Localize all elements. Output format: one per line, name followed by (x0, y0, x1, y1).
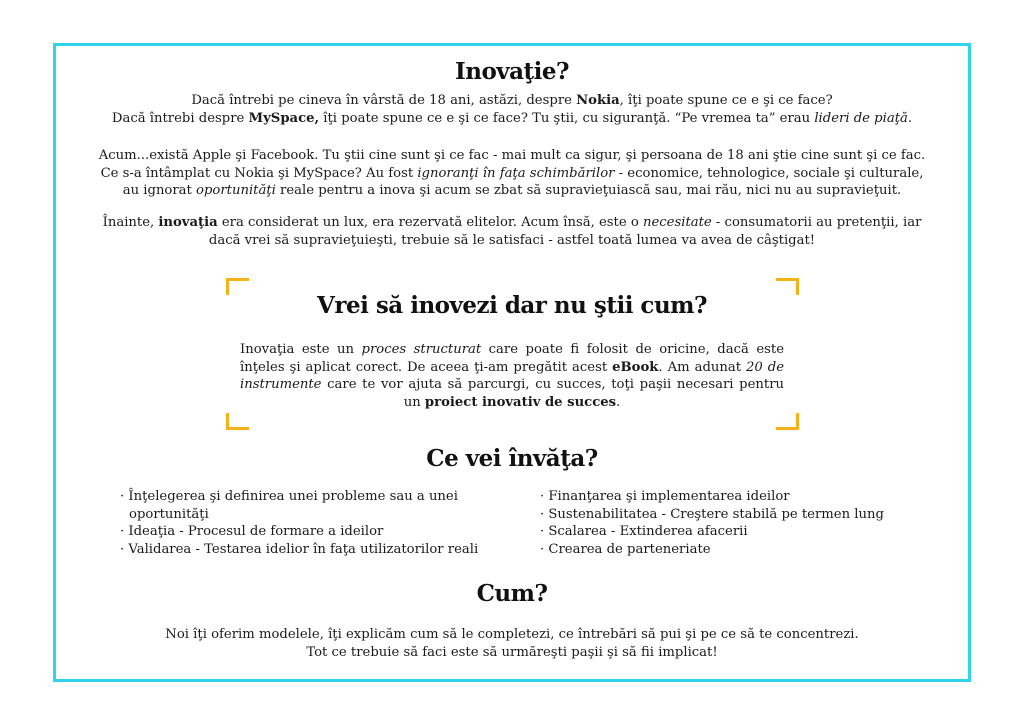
paragraph-line: Acum...există Apple şi Facebook. Tu ştii cine sunt şi ce fac - mai mult ca sigur, şi persoana de 18 ani ştie cine sunt şi ce fac. (98, 148, 926, 163)
text: . (616, 394, 621, 410)
paragraph-line (0, 182, 1024, 200)
text: - consumatorii au pretenţii, iar (711, 215, 922, 230)
list-item: · Finanţarea şi implementarea ideilor (540, 488, 940, 506)
text: îţi poate spune ce e şi ce face? Tu ştii, cu siguranţă. “Pe vremea ta” erau (319, 110, 815, 126)
text: care te vor ajuta să parcurgi, cu succes, toţi paşii necesari pentru un (321, 377, 784, 410)
text: Dacă întrebi pe cineva în vârstă de 18 ani, astăzi, despre (191, 93, 577, 108)
bold-text-innovation: inovaţia (158, 215, 218, 230)
section-title-what-you-learn: Ce vei învăţa? (426, 445, 598, 472)
paragraph-line (0, 214, 1024, 232)
paragraph-innovation-necessity (0, 214, 1024, 249)
bold-text-successful-project: proiect inovativ de succes (424, 394, 617, 410)
text: Ce s-a întâmplat cu Nokia şi MySpace? Au fost (100, 165, 418, 181)
text: Înainte, (102, 215, 159, 230)
paragraph-text (240, 341, 784, 411)
list-item: · Ideaţia - Procesul de formare a ideilor (120, 523, 530, 541)
paragraph-line: Noi îţi oferim modelele, îţi explicăm cum să le completezi, ce întrebări să pui şi pe ce să te concentrezi. (165, 627, 859, 642)
section-how-heading-block (0, 292, 1024, 319)
section-learn-heading-block (0, 445, 1024, 472)
text: era considerat un lux, era rezervată elitelor. Acum însă, este o (217, 215, 643, 230)
italic-text-structured-process: proces structurat (361, 342, 482, 357)
paragraph-line (0, 92, 1024, 110)
bold-text-nokia: Nokia (576, 93, 620, 108)
corner-bracket-bottom-left-icon (226, 413, 249, 430)
section-innovation-heading-block (0, 58, 1024, 85)
bold-text-ebook: eBook (612, 359, 659, 375)
text: Inovaţia este un (240, 342, 362, 357)
learning-topics-list-left (120, 488, 530, 558)
section-title-how: Cum? (476, 580, 548, 607)
paragraph-closing (0, 626, 1024, 661)
paragraph-line (0, 165, 1024, 183)
text: reale pentru a inova şi acum se zbat să supravieţuiască sau, mai rău, nici nu au supravieţuit. (275, 183, 902, 198)
list-item: · Validarea - Testarea idelior în faţa utilizatorilor reali (120, 541, 530, 559)
section-title-want-to-innovate: Vrei să inovezi dar nu ştii cum? (317, 292, 707, 319)
text: , îţi poate spune ce e şi ce face? (619, 93, 833, 108)
list-item: · Crearea de parteneriate (540, 541, 940, 559)
list-item: · Sustenabilitatea - Creştere stabilă pe termen lung (540, 506, 940, 524)
text: . (907, 110, 913, 126)
learning-topics-list-right (540, 488, 940, 558)
italic-text-necessity: necesitate (642, 215, 712, 230)
italic-text-market-leaders: lideri de piaţă (814, 110, 908, 126)
section-how-heading-block-2 (0, 580, 1024, 607)
italic-text: ignoranţi în faţa schimbărilor (417, 165, 615, 181)
paragraph-line: Tot ce trebuie să faci este să urmăreşti paşii şi să fii implicat! (306, 644, 718, 660)
paragraph-ebook-description (240, 341, 784, 411)
paragraph-line: dacă vrei să supravieţuieşti, trebuie să le satisfaci - astfel toată lumea va avea de câştigat! (208, 232, 816, 248)
bold-text-myspace: MySpace, (248, 110, 320, 126)
text: Dacă întrebi despre (111, 110, 249, 126)
corner-bracket-bottom-right-icon (776, 413, 799, 430)
italic-text-20-tools: 20 de instrumente (240, 359, 784, 392)
list-item: · Scalarea - Extinderea afacerii (540, 523, 940, 541)
text: - economice, tehnologice, sociale şi culturale, (614, 165, 924, 181)
text: care poate fi folosit de oricine, dacă este înţeles şi aplicat corect. De aceea ţi-am pregătit acest (240, 342, 784, 375)
italic-text: oportunităţi (196, 183, 276, 198)
text: . Am adunat (658, 359, 746, 375)
paragraph-apple-facebook (0, 147, 1024, 200)
section-title-innovation: Inovaţie? (454, 58, 570, 85)
text: au ignorat (122, 183, 197, 198)
intro-paragraph-nokia-myspace (0, 92, 1024, 127)
list-item: · Înţelegerea şi definirea unei probleme sau a unei oportunităţi (120, 488, 530, 523)
paragraph-line (0, 110, 1024, 128)
